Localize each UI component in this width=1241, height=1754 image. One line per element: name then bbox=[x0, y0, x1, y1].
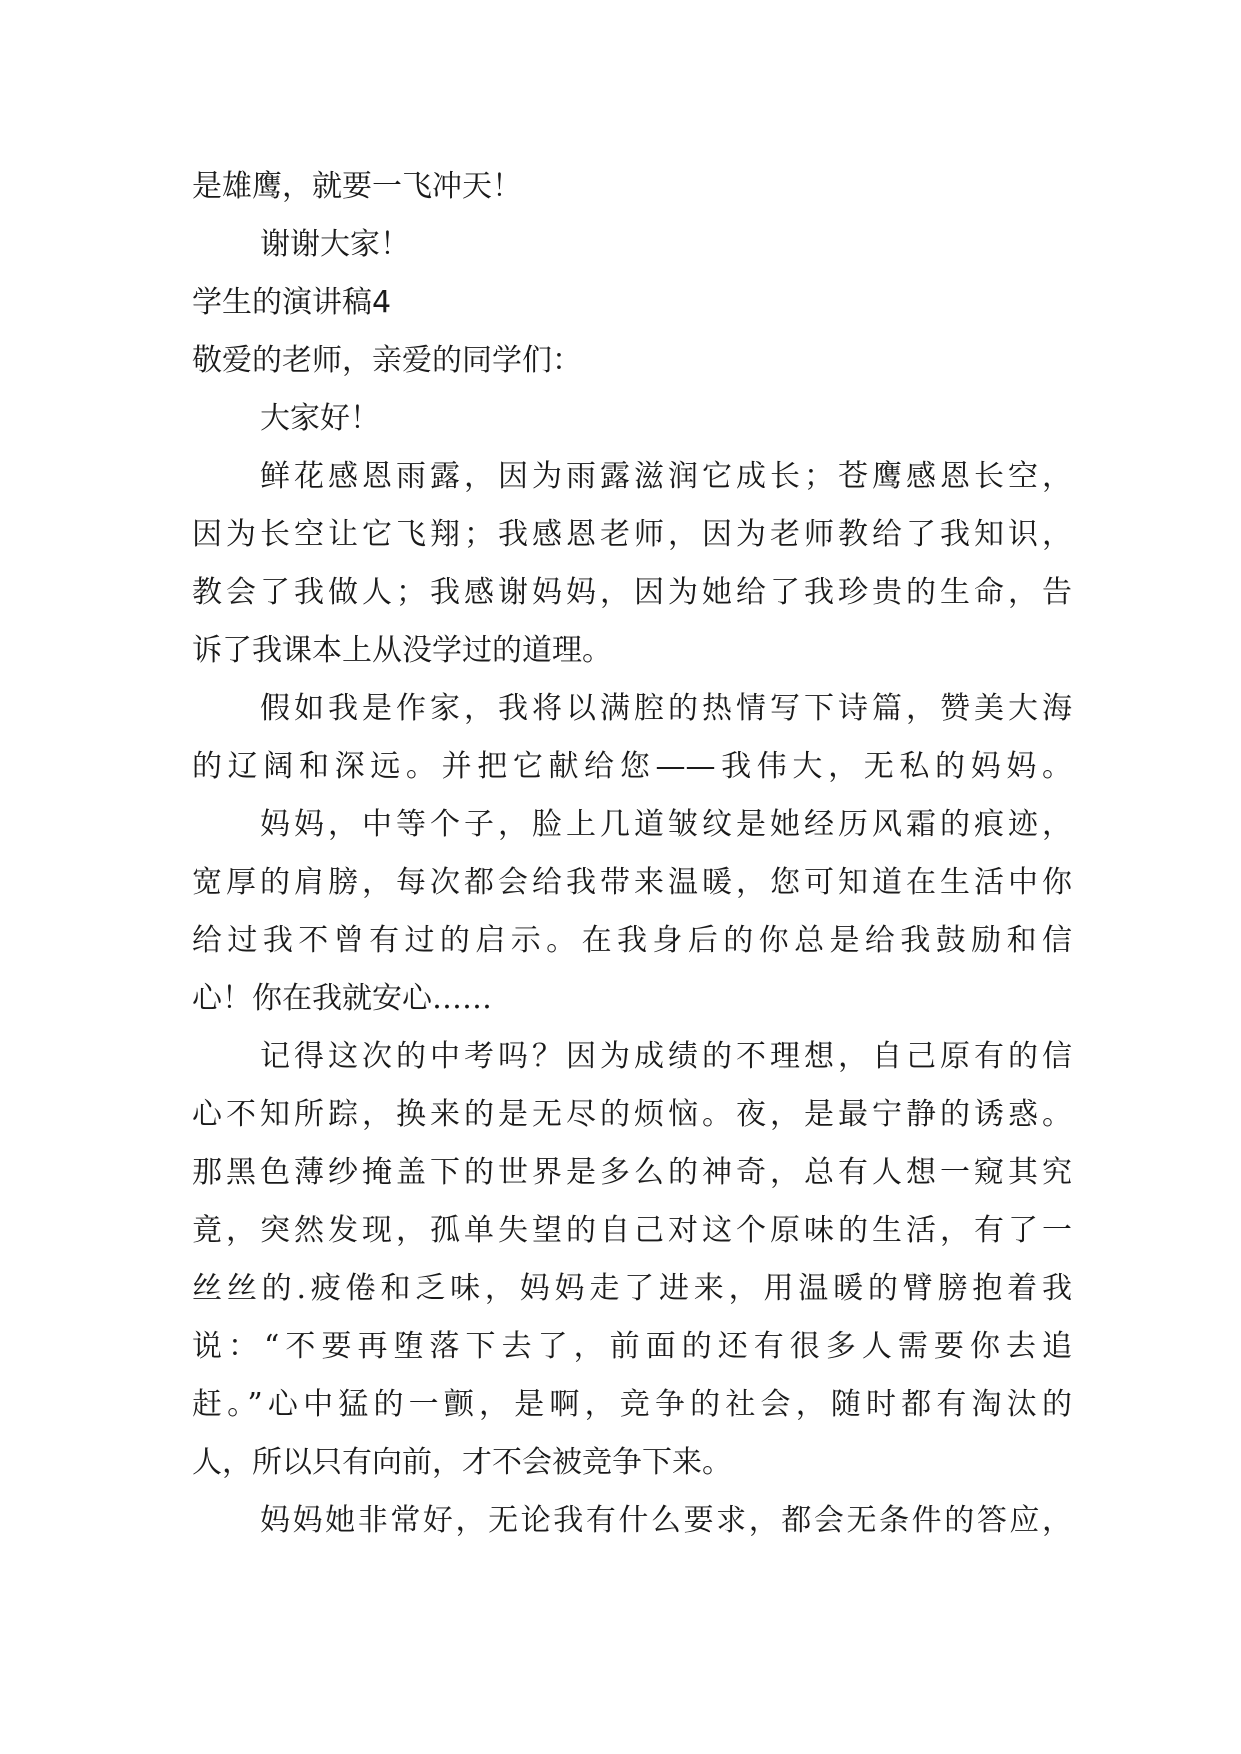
salutation: 敬爱的老师，亲爱的同学们： bbox=[192, 343, 582, 378]
paragraph-line: 诉了我课本上从没学过的道理。 bbox=[192, 633, 612, 668]
paragraph-line: 竟，突然发现，孤单失望的自己对这个原味的生活，有了一 bbox=[192, 1213, 1072, 1248]
text-line: 是雄鹰，就要一飞冲天！ bbox=[192, 169, 522, 204]
paragraph-line: 说：“不要再堕落下去了，前面的还有很多人需要你去追 bbox=[192, 1329, 1072, 1364]
paragraph-line: 妈妈，中等个子，脸上几道皱纹是她经历风霜的痕迹， bbox=[260, 807, 1072, 842]
paragraph-line: 丝丝的.疲倦和乏味，妈妈走了进来，用温暖的臂膀抱着我 bbox=[192, 1271, 1072, 1306]
paragraph-line: 的辽阔和深远。并把它献给您——我伟大，无私的妈妈。 bbox=[192, 749, 1072, 784]
closing-line: 谢谢大家！ bbox=[260, 227, 410, 262]
section-title: 学生的演讲稿4 bbox=[192, 285, 392, 320]
paragraph-line: 妈妈她非常好，无论我有什么要求，都会无条件的答应， bbox=[260, 1503, 1072, 1538]
paragraph-line: 人，所以只有向前，才不会被竞争下来。 bbox=[192, 1445, 732, 1480]
paragraph-line: 心！你在我就安心…… bbox=[192, 981, 492, 1016]
paragraph-line: 心不知所踪，换来的是无尽的烦恼。夜，是最宁静的诱惑。 bbox=[192, 1097, 1072, 1132]
paragraph-line: 宽厚的肩膀，每次都会给我带来温暖，您可知道在生活中你 bbox=[192, 865, 1072, 900]
document-body bbox=[192, 158, 1072, 1550]
paragraph-line: 给过我不曾有过的启示。在我身后的你总是给我鼓励和信 bbox=[192, 923, 1072, 958]
paragraph-line: 赶。”心中猛的一颤，是啊，竞争的社会，随时都有淘汰的 bbox=[192, 1387, 1072, 1422]
greeting: 大家好！ bbox=[260, 401, 380, 436]
paragraph-line: 鲜花感恩雨露，因为雨露滋润它成长；苍鹰感恩长空， bbox=[260, 459, 1072, 494]
paragraph-line: 教会了我做人；我感谢妈妈，因为她给了我珍贵的生命，告 bbox=[192, 575, 1072, 610]
paragraph-line: 记得这次的中考吗？因为成绩的不理想，自己原有的信 bbox=[260, 1039, 1072, 1074]
paragraph-line: 那黑色薄纱掩盖下的世界是多么的神奇，总有人想一窥其究 bbox=[192, 1155, 1072, 1190]
paragraph-line: 因为长空让它飞翔；我感恩老师，因为老师教给了我知识， bbox=[192, 517, 1072, 552]
paragraph-line: 假如我是作家，我将以满腔的热情写下诗篇，赞美大海 bbox=[260, 691, 1072, 726]
